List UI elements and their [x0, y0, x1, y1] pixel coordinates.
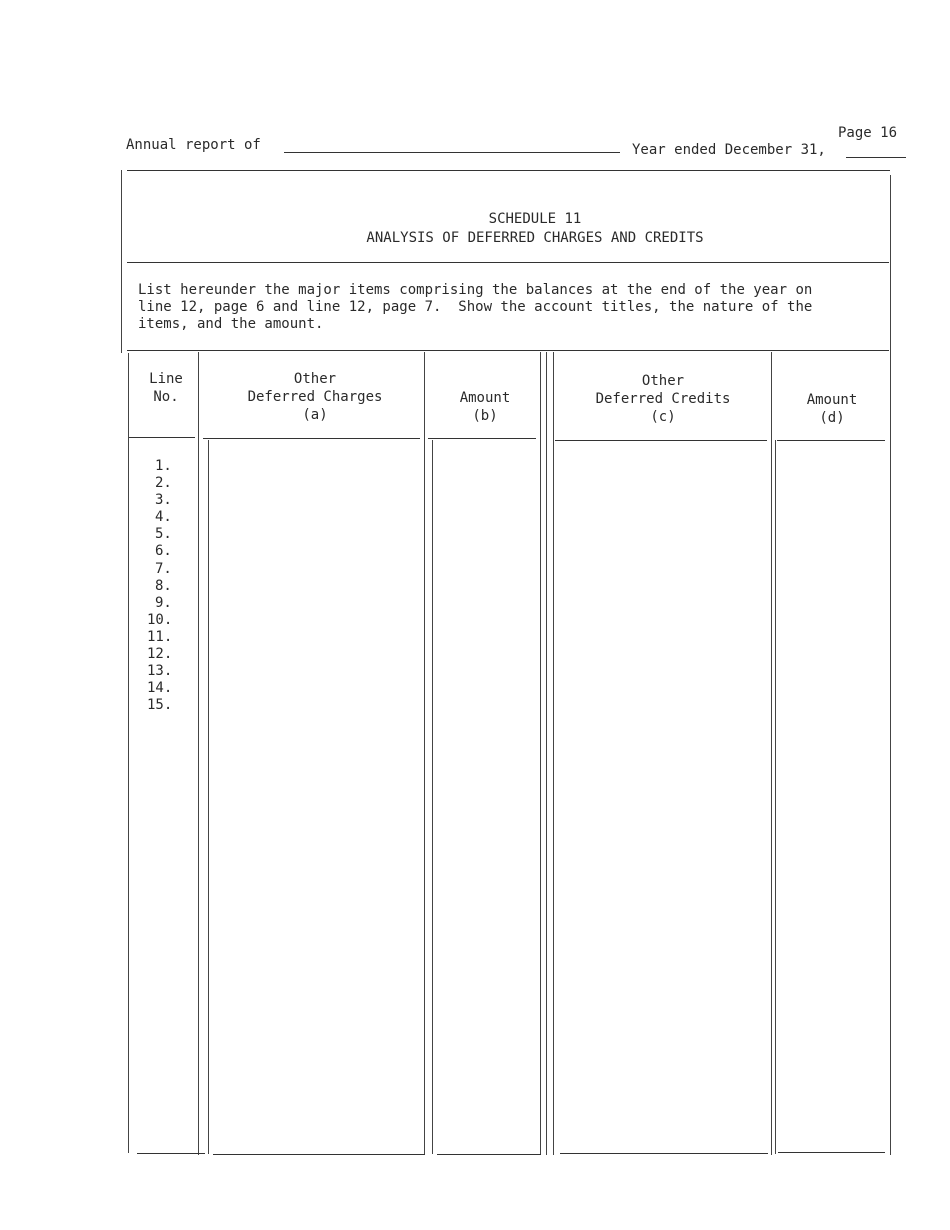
column-rule-4 — [771, 352, 772, 1155]
bottom-rule-d — [778, 1152, 885, 1153]
year-ended-label: Year ended December 31, — [632, 142, 826, 158]
column-rule-1b — [208, 440, 209, 1154]
header-text: Other — [293, 371, 337, 387]
header-underline-d — [777, 440, 885, 441]
schedule-title-block — [355, 210, 715, 248]
line-number: 6. — [155, 543, 172, 560]
column-rule-left — [128, 353, 129, 1153]
column-rule-4b — [775, 440, 776, 1154]
line-number: 13. — [147, 663, 173, 680]
title-rule — [127, 262, 889, 263]
column-rule-2 — [424, 352, 425, 1155]
column-header-d — [777, 391, 887, 427]
header-text: Line — [149, 371, 183, 387]
line-number: 8. — [155, 577, 172, 594]
instructions — [138, 282, 868, 333]
column-header-line-no — [135, 370, 197, 406]
header-text: Other — [641, 373, 685, 389]
line-number: 9. — [155, 594, 172, 611]
line-number: 2. — [155, 475, 172, 492]
instructions-line: line 12, page 6 and line 12, page 7. Show the account titles, the nature of the — [138, 299, 813, 315]
header-text: (c) — [650, 409, 676, 425]
instructions-line: List hereunder the major items comprising the balances at the end of the year on — [138, 282, 813, 298]
line-number: 14. — [147, 680, 173, 697]
frame-right-edge — [890, 175, 891, 1155]
bottom-rule-line-no — [137, 1153, 205, 1154]
respondent-name-blank[interactable] — [284, 152, 620, 153]
line-number: 11. — [147, 628, 173, 645]
line-number: 12. — [147, 646, 173, 663]
header-text: Deferred Charges — [247, 389, 383, 405]
frame-left-edge — [121, 170, 122, 353]
schedule-title: ANALYSIS OF DEFERRED CHARGES AND CREDITS — [366, 230, 704, 246]
header-text: (b) — [472, 408, 498, 424]
line-number: 3. — [155, 492, 172, 509]
header-text: (d) — [819, 410, 845, 426]
line-number: 10. — [147, 611, 173, 628]
column-rule-3b — [546, 352, 547, 1155]
column-header-c — [553, 372, 773, 426]
instructions-line: items, and the amount. — [138, 316, 324, 332]
line-number: 7. — [155, 560, 172, 577]
year-blank[interactable] — [846, 157, 906, 158]
header-underline-a — [203, 438, 420, 439]
line-number: 4. — [155, 509, 172, 526]
line-number: 15. — [147, 697, 173, 714]
header-text: Amount — [459, 390, 511, 406]
header-text: Amount — [806, 392, 858, 408]
column-header-a — [205, 370, 425, 424]
schedule-number: SCHEDULE 11 — [488, 211, 582, 227]
header-text: Deferred Credits — [595, 391, 731, 407]
column-rule-1 — [198, 352, 199, 1155]
header-text: (a) — [302, 407, 328, 423]
header-text: No. — [153, 389, 179, 405]
frame-top-rule — [127, 170, 890, 171]
table-top-rule — [127, 350, 889, 351]
annual-report-label: Annual report of — [126, 137, 261, 153]
column-rule-2b — [432, 440, 433, 1154]
column-header-b — [430, 389, 540, 425]
line-number: 1. — [155, 458, 172, 474]
line-number-list — [147, 458, 173, 714]
bottom-rule-c — [560, 1153, 768, 1154]
bottom-rule-a — [213, 1154, 425, 1155]
page-number: Page 16 — [838, 125, 898, 141]
line-number: 5. — [155, 526, 172, 543]
bottom-rule-b — [437, 1154, 541, 1155]
header-underline-b — [428, 438, 536, 439]
column-rule-3a — [540, 352, 541, 1155]
column-rule-3c — [553, 352, 554, 1155]
header-underline-line-no — [129, 437, 195, 438]
header-underline-c — [555, 440, 767, 441]
